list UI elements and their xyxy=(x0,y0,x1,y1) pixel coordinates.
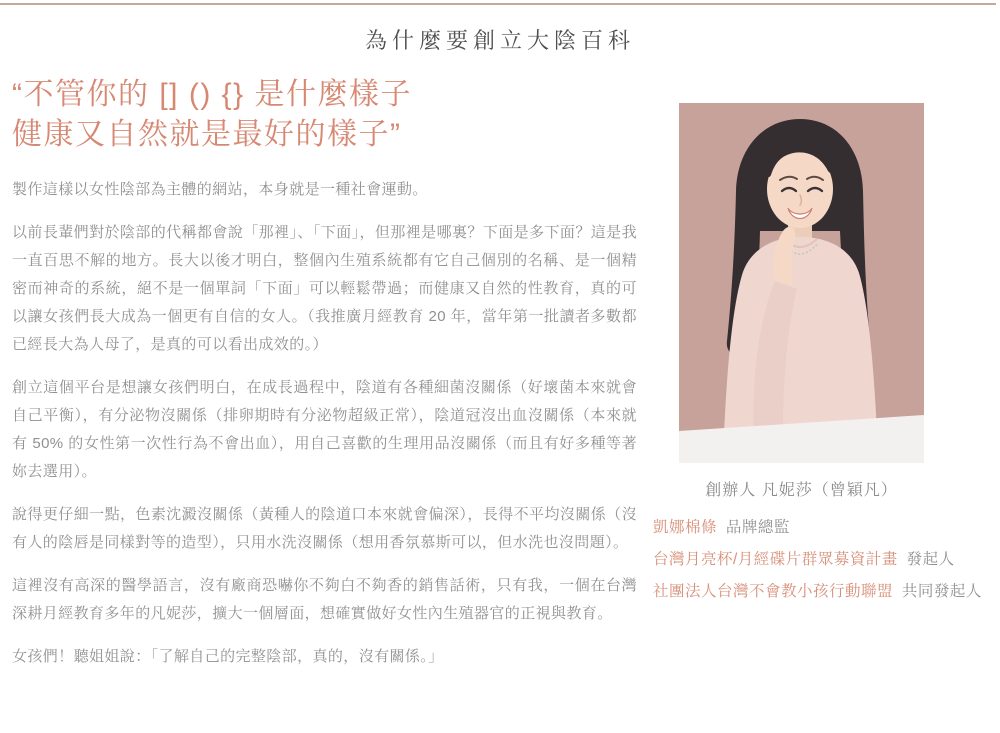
credential-role: 品牌總監 xyxy=(725,519,790,536)
credential-role: 共同發起人 xyxy=(901,583,982,600)
credential-row xyxy=(653,544,955,576)
top-divider xyxy=(0,3,996,5)
article-paragraph: 說得更仔細一點，色素沈澱沒關係（黃種人的陰道口本來就會偏深），長得不平均沒關係（沒有人的陰唇是同樣對等的造型），只用水洗沒關係（想用香氛慕斯可以，但水洗也沒問題）。 xyxy=(12,506,637,551)
article-body xyxy=(12,75,637,686)
founder-photo xyxy=(679,103,924,463)
quote-line-1: “不管你的 [] () {} 是什麼樣子 xyxy=(12,78,413,111)
credential-link[interactable]: 社團法人台灣不會教小孩行動聯盟 xyxy=(653,583,894,600)
credential-link[interactable]: 台灣月亮杯/月經碟片群眾募資計畫 xyxy=(653,551,898,568)
article-paragraph: 這裡沒有高深的醫學語言，沒有廠商恐嚇你不夠白不夠香的銷售話術，只有我，一個在台灣深耕月經教育多年的凡妮莎，擴大一個層面，想確實做好女性內生殖器官的正視與教育。 xyxy=(12,577,637,622)
article-paragraph: 以前長輩們對於陰部的代稱都會說「那裡」、「下面」，但那裡是哪裏？下面是多下面？這是我一直百思不解的地方。長大以後才明白，整個內生殖系統都有它自己個別的名稱、是一個精密而神奇的系統，絕不是一個單詞「下面」可以輕鬆帶過；而健康又自然的性教育，真的可以讓女孩們長大成為一個更有自信的女人。（我推廣月經教育 20 年，當年第一批讀者多數都已經長大為人母了，是真的可以看出成效的。） xyxy=(12,224,637,353)
quote-line-2: 健康又自然就是最好的樣子” xyxy=(12,118,402,151)
page-title: 為什麼要創立大陰百科 xyxy=(364,28,635,53)
quote-heading xyxy=(12,75,637,155)
credential-row xyxy=(653,576,982,608)
article-paragraph: 女孩們！聽姐姐說：「了解自己的完整陰部，真的，沒有關係。」 xyxy=(12,648,444,665)
photo-caption: 創辦人 凡妮莎（曾穎凡） xyxy=(705,482,898,499)
credential-role: 發起人 xyxy=(906,551,955,568)
article-paragraph: 製作這樣以女性陰部為主體的網站，本身就是一種社會運動。 xyxy=(12,181,428,198)
credentials-list xyxy=(653,512,982,608)
founder-profile xyxy=(653,103,982,608)
article-paragraph: 創立這個平台是想讓女孩們明白，在成長過程中，陰道有各種細菌沒關係（好壞菌本來就會自己平衡），有分泌物沒關係（排卵期時有分泌物超級正常），陰道冠沒出血沒關係（本來就有 50% 的女性第一次性行為不會出血），用自己喜歡的生理用品沒關係（而且有好多種等著妳去選用）。 xyxy=(12,379,637,480)
credential-link[interactable]: 凱娜棉條 xyxy=(653,519,718,536)
credential-row xyxy=(653,512,950,544)
